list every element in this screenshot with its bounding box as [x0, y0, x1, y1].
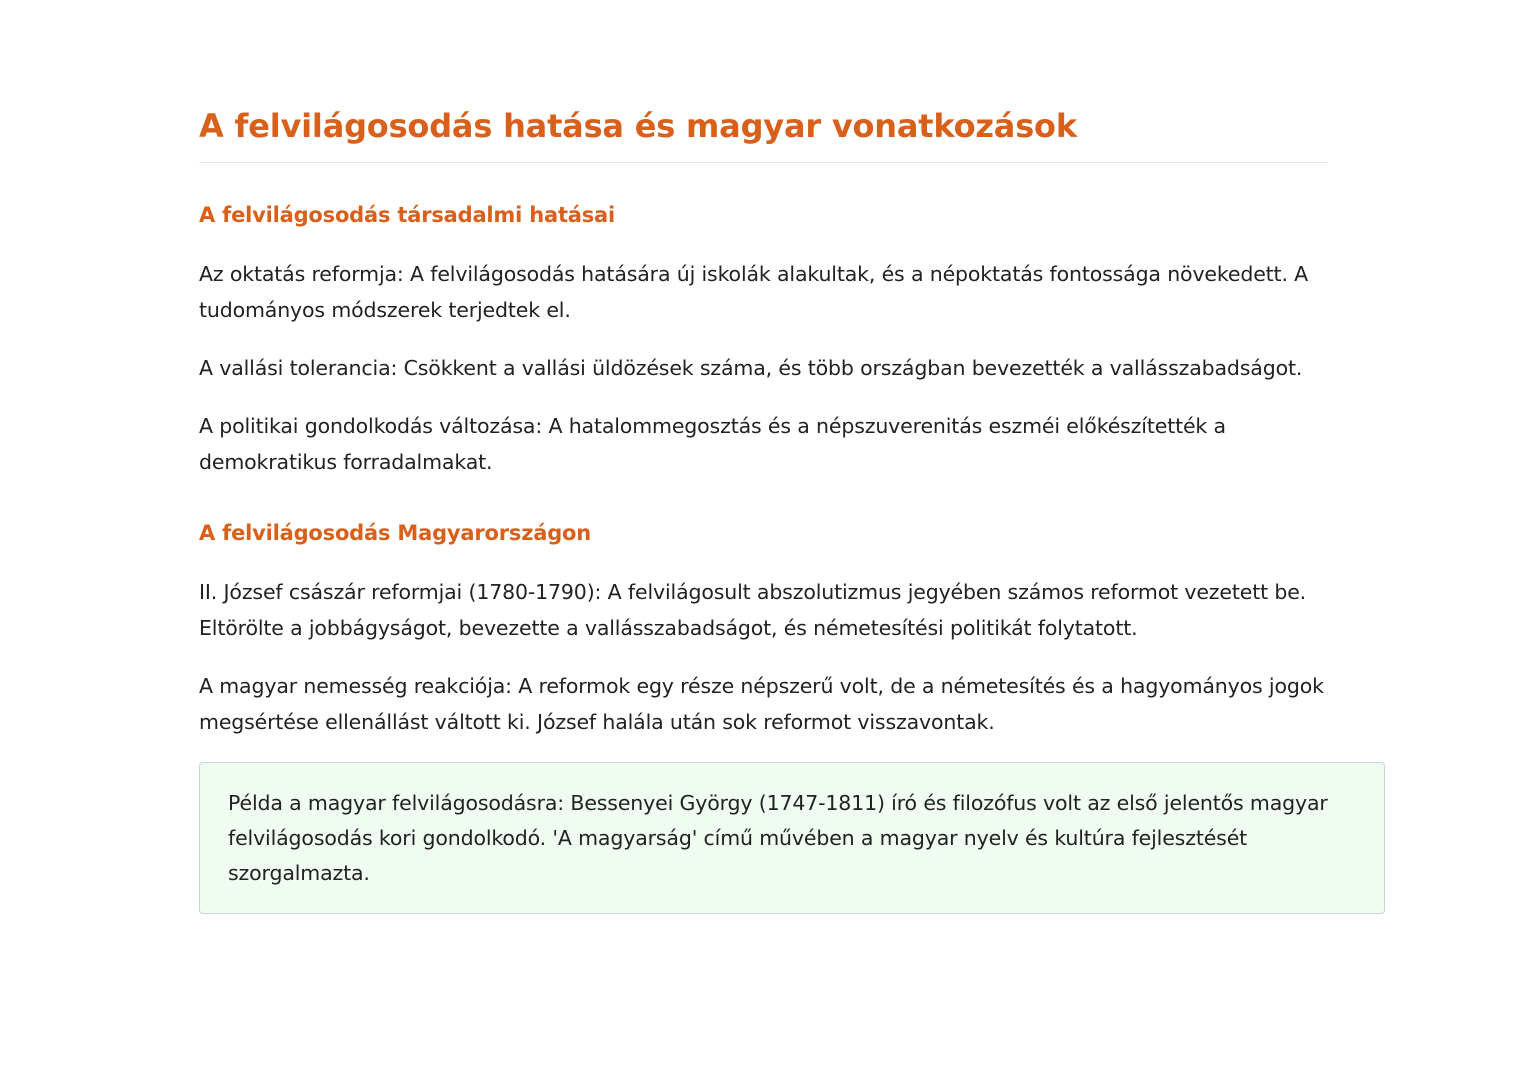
page-title: A felvilágosodás hatása és magyar vonatkozások	[199, 100, 1328, 163]
paragraph-education-reform: Az oktatás reformja: A felvilágosodás hatására új iskolák alakultak, és a népoktatás fontossága növekedett. A tudományos módszerek terjedtek el.	[199, 262, 1309, 322]
paragraph-joseph-reforms: II. József császár reformjai (1780-1790): A felvilágosult abszolutizmus jegyében számos reformot vezetett be. Eltörölte a jobbágyságot, bevezette a vallásszabadságot, és németesítési politikát folytatott.	[199, 580, 1307, 640]
section-heading-hungary: A felvilágosodás Magyarországon	[199, 521, 592, 545]
example-box	[199, 762, 1385, 914]
paragraph-political-thought: A politikai gondolkodás változása: A hatalommegosztás és a népszuverenitás eszméi előkészítették a demokratikus forradalmakat.	[199, 414, 1226, 474]
paragraph-nobility-reaction: A magyar nemesség reakciója: A reformok egy része népszerű volt, de a németesítés és a hagyományos jogok megsértése ellenállást váltott ki. József halála után sok reformot visszavontak.	[199, 674, 1324, 734]
document-page	[199, 100, 1385, 914]
section-heading-social-effects: A felvilágosodás társadalmi hatásai	[199, 203, 616, 227]
example-text: Példa a magyar felvilágosodásra: Bessenyei György (1747-1811) író és filozófus volt az első jelentős magyar felvilágosodás kori gondolkodó. 'A magyarság' című művében a magyar nyelv és kultúra fejlesztését szorgalmazta.	[228, 791, 1328, 885]
paragraph-religious-tolerance: A vallási tolerancia: Csökkent a vallási üldözések száma, és több országban bevezették a vallásszabadságot.	[199, 356, 1303, 380]
